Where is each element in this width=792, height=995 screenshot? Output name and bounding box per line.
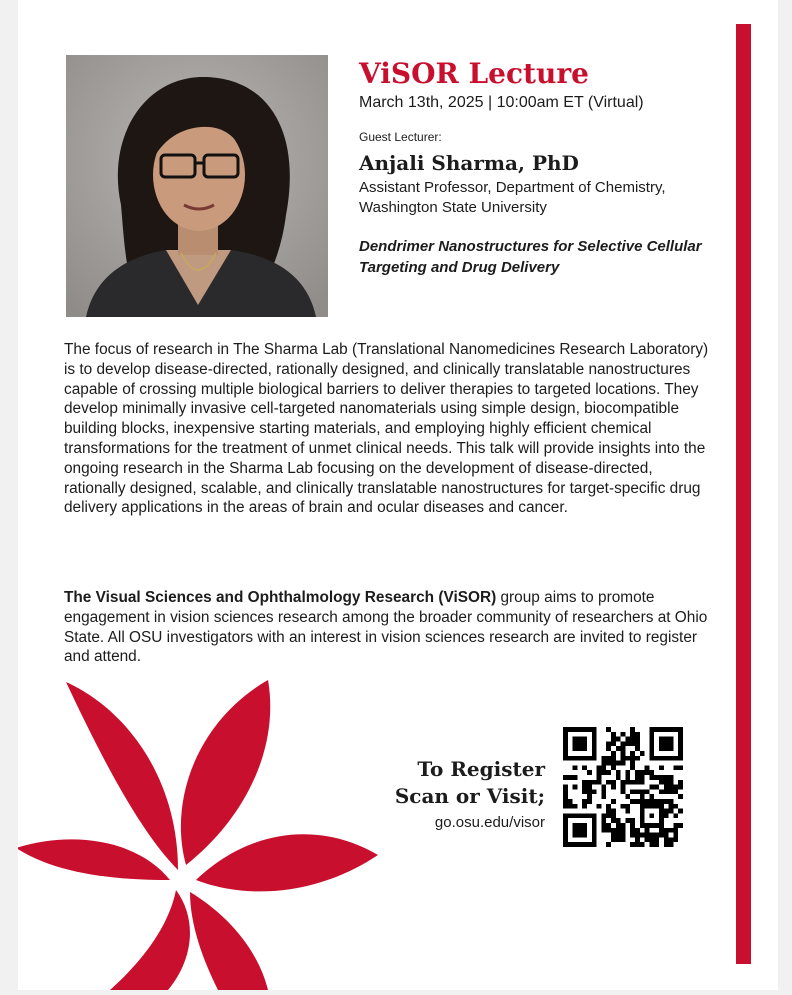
- register-line-1: To Register: [417, 757, 545, 781]
- speaker-affiliation: Assistant Professor, Department of Chemistry, Washington State University: [359, 179, 666, 216]
- guest-label: Guest Lecturer:: [359, 130, 442, 144]
- group-name: The Visual Sciences and Ophthalmology Research (ViSOR): [64, 589, 497, 606]
- group-description: group aims to promote engagement in vision sciences research among the broader community of researchers at Ohio State. All OSU investigators with an interest in vision sciences research are invited to register and attend.: [64, 589, 708, 666]
- register-line-2: Scan or Visit;: [394, 784, 545, 808]
- register-block: [380, 756, 545, 834]
- talk-title: Dendrimer Nanostructures for Selective Cellular Targeting and Drug Delivery: [359, 238, 702, 276]
- register-url[interactable]: go.osu.edu/visor: [434, 814, 545, 831]
- group-paragraph: [64, 588, 716, 667]
- speaker-name: Anjali Sharma, PhD: [359, 151, 579, 175]
- flyer-page: [18, 0, 778, 990]
- event-title: ViSOR Lecture: [359, 57, 589, 90]
- buckeye-leaf-icon: [18, 680, 398, 990]
- qr-code-icon[interactable]: [563, 727, 683, 847]
- event-header: [359, 58, 729, 278]
- speaker-photo: [66, 55, 328, 317]
- accent-bar: [736, 24, 751, 964]
- event-date: March 13th, 2025 | 10:00am ET (Virtual): [359, 94, 644, 111]
- abstract-paragraph: The focus of research in The Sharma Lab (Translational Nanomedicines Research Laboratory) is to develop disease-directed, rationally designed, and clinically translatable nanostructures capable of crossing multiple biological barriers to deliver therapies to targeted locations. They develop minimally invasive cell-targeted nanomaterials using simple design, biocompatible building blocks, inexpensive starting materials, and employing highly efficient chemical transformations for the treatment of unmet clinical needs. This talk will provide insights into the ongoing research in the Sharma Lab focusing on the development of disease-directed, rationally designed, scalable, and clinically translatable nanostructures for target-specific drug delivery applications in the areas of brain and ocular diseases and cancer.: [64, 341, 709, 517]
